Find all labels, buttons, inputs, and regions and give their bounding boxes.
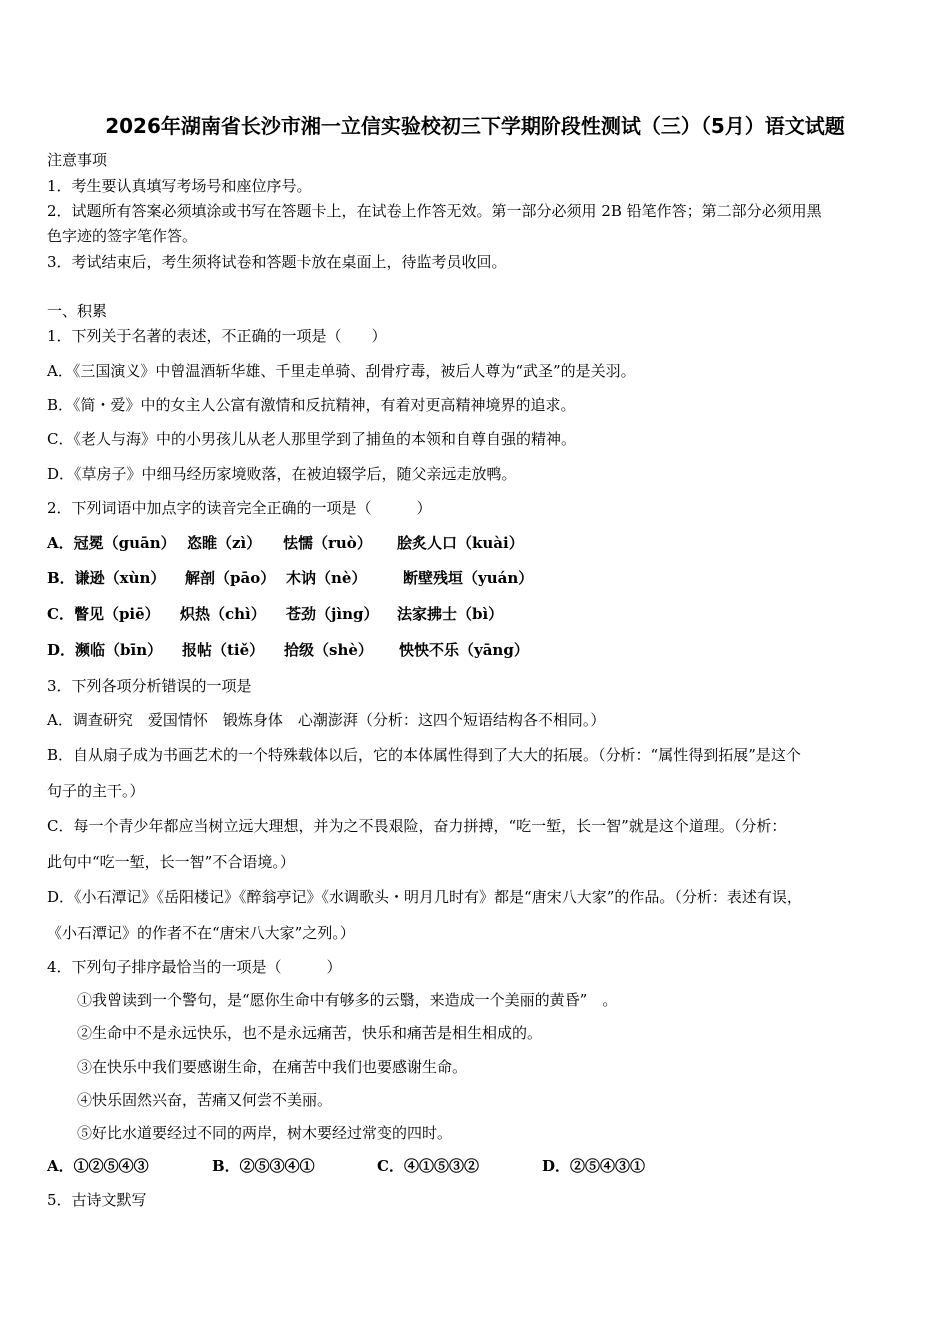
- word: 怏怏不乐（yāng）: [399, 641, 529, 659]
- notice-heading: 注意事项: [47, 151, 108, 169]
- q4-sentence: ④快乐固然兴奋，苦痛又何尝不美丽。: [77, 1091, 333, 1109]
- q4-sentence: ⑤好比水道要经过不同的两岸，树木要经过常变的四时。: [77, 1124, 453, 1142]
- word: 木讷（nè）: [286, 569, 367, 587]
- q2-option-b: [47, 568, 533, 588]
- q3-line: 此句中“吃一堑，长一智”不合语境。）: [47, 853, 295, 871]
- q4-sentence: ②生命中不是永远快乐，也不是永远痛苦，快乐和痛苦是相生相成的。: [77, 1024, 543, 1042]
- q3-line: 句子的主干。）: [47, 782, 145, 800]
- notice-item: 1．考生要认真填写考场号和座位序号。: [47, 177, 312, 195]
- q4-option-a: A．①②⑤④③: [47, 1157, 149, 1175]
- q4-options: [47, 1156, 645, 1176]
- q3-line: 《小石潭记》的作者不在“唐宋八大家”之列。）: [47, 924, 355, 942]
- question-stem: 1．下列关于名著的表述，不正确的一项是（ ）: [47, 327, 387, 345]
- word: 怯懦（ruò）: [283, 534, 372, 552]
- q4-option-b: B．②⑤③④①: [212, 1157, 315, 1175]
- q3-line: A．调查研究 爱国情怀 锻炼身体 心潮澎湃（分析：这四个短语结构各不相同。）: [47, 711, 606, 729]
- word: A．冠冕（guān）: [47, 534, 176, 552]
- q4-sentence: ③在快乐中我们要感谢生命，在痛苦中我们也要感谢生命。: [77, 1058, 468, 1076]
- q2-option-d: [47, 640, 529, 660]
- word: 苍劲（jìng）: [286, 605, 379, 623]
- q4-option-c: C．④①⑤③②: [377, 1157, 479, 1175]
- q3-line: C．每一个青少年都应当树立远大理想，并为之不畏艰险，奋力拼搏，“吃一堑，长一智”就是这个道理。（分析：: [47, 817, 787, 835]
- q1-option-d: D．《草房子》中细马经历家境败落，在被迫辍学后，随父亲远走放鸭。: [47, 465, 517, 483]
- word: 拾级（shè）: [284, 641, 373, 659]
- word: 炽热（chì）: [180, 605, 266, 623]
- page-title: 2026年湖南省长沙市湘一立信实验校初三下学期阶段性测试（三）（5月）语文试题: [105, 114, 845, 138]
- word: 报帖（tiě）: [182, 641, 265, 659]
- q1-option-a: A．《三国演义》中曾温酒斩华雄、千里走单骑、刮骨疗毒，被后人尊为“武圣”的是关羽。: [47, 362, 636, 380]
- q4-sentence: ①我曾读到一个警句，是“愿你生命中有够多的云翳，来造成一个美丽的黄昏” 。: [77, 991, 618, 1009]
- question-stem: 5．古诗文默写: [47, 1191, 147, 1209]
- q3-line: B．自从扇子成为书画艺术的一个特殊载体以后，它的本体属性得到了大大的拓展。（分析：“属性得到拓展”是这个: [47, 746, 801, 764]
- q2-option-a: [47, 533, 524, 553]
- notice-item: 3．考试结束后，考生须将试卷和答题卡放在桌面上，待监考员收回。: [47, 253, 507, 271]
- word: C．瞥见（piē）: [47, 605, 160, 623]
- word: 恣睢（zì）: [187, 534, 262, 552]
- notice-item: 2．试题所有答案必须填涂或书写在答题卡上，在试卷上作答无效。第一部分必须用 2B 铅笔作答；第二部分必须用黑: [47, 202, 822, 220]
- question-stem: 2．下列词语中加点字的读音完全正确的一项是（ ）: [47, 499, 432, 517]
- q2-option-c: [47, 604, 503, 624]
- notice-item: 色字迹的签字笔作答。: [47, 227, 198, 245]
- section-heading: 一、积累: [47, 302, 108, 320]
- q1-option-b: B．《简・爱》中的女主人公富有激情和反抗精神，有着对更高精神境界的追求。: [47, 396, 576, 414]
- word: 解剖（pāo）: [185, 569, 276, 587]
- question-stem: 4．下列句子排序最恰当的一项是（ ）: [47, 958, 342, 976]
- word: 脍炙人口（kuài）: [397, 534, 524, 552]
- question-stem: 3．下列各项分析错误的一项是: [47, 677, 252, 695]
- word: 法家拂士（bì）: [397, 605, 504, 623]
- word: 断壁残垣（yuán）: [403, 569, 534, 587]
- word: B．谦逊（xùn）: [47, 569, 166, 587]
- q4-option-d: D．②⑤④③①: [542, 1157, 646, 1175]
- q1-option-c: C．《老人与海》中的小男孩儿从老人那里学到了捕鱼的本领和自尊自强的精神。: [47, 430, 576, 448]
- q3-line: D．《小石潭记》《岳阳楼记》《醉翁亭记》《水调歌头・明月几时有》都是“唐宋八大家”的作品。（分析：表述有误，: [47, 888, 802, 906]
- word: D．濒临（bīn）: [47, 641, 163, 659]
